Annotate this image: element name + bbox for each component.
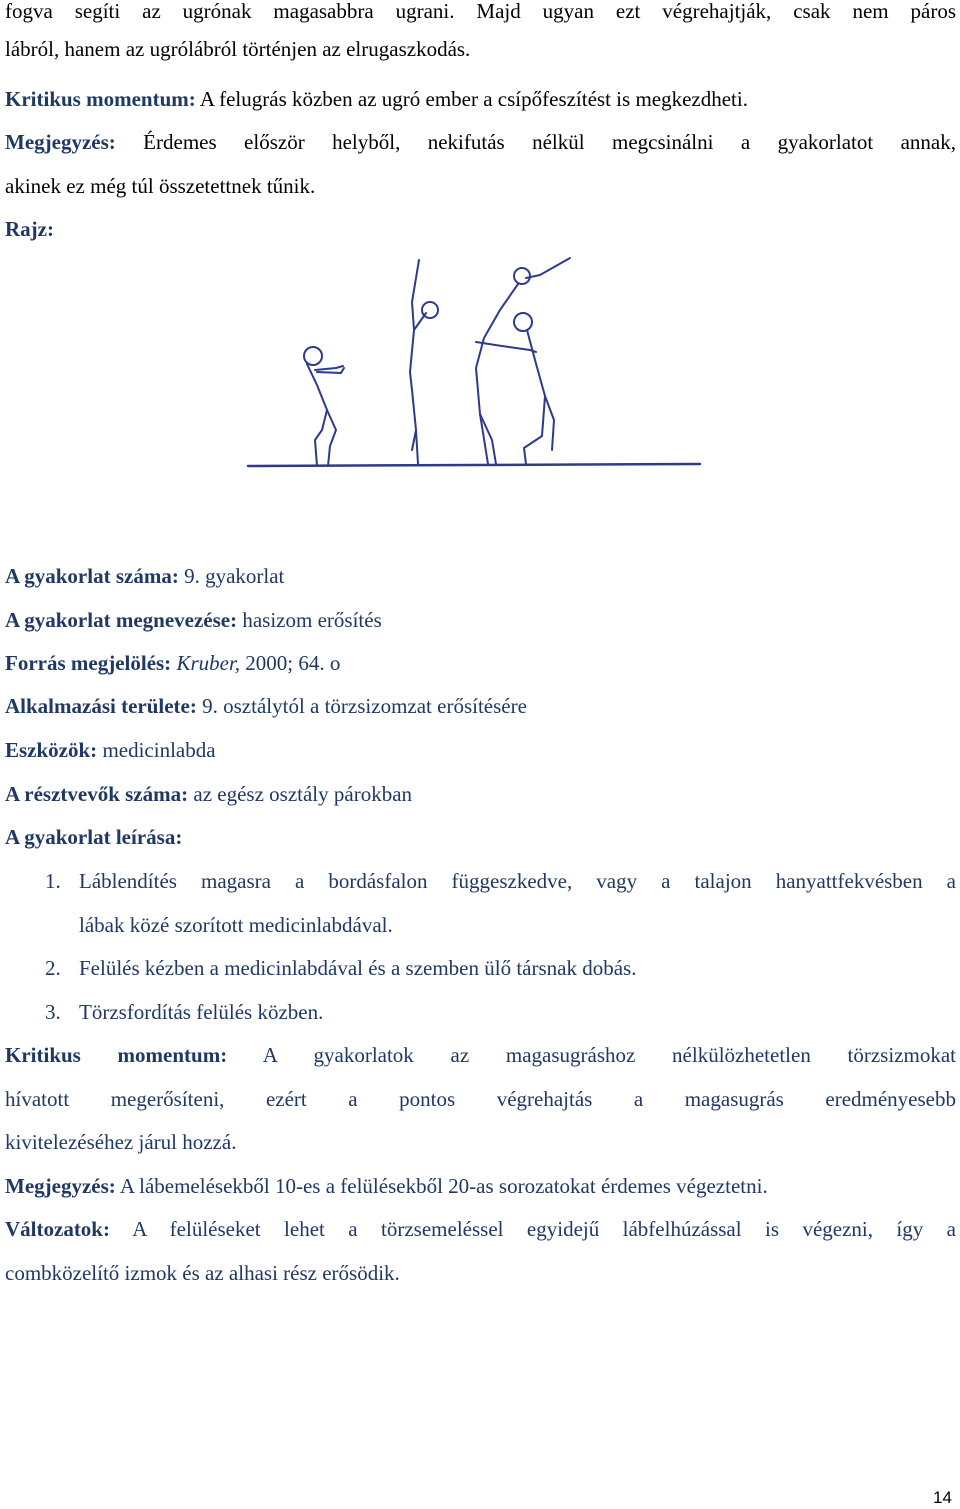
paragraph-line: combközelítő izmok és az alhasi rész erősödik. xyxy=(5,1261,400,1285)
tools-label: Eszközök: xyxy=(5,738,98,762)
description-label: A gyakorlat leírása: xyxy=(5,825,183,849)
critical-moment-text: A gyakorlatok az magasugráshoz nélkülözhetetlen törzsizmokat xyxy=(262,1043,957,1067)
critical-moment-label: Kritikus momentum: xyxy=(5,87,196,111)
step-text: Láblendítés magasra a bordásfalon függeszkedve, vagy a talajon hanyattfekvésben a xyxy=(79,869,956,893)
critical-moment-row xyxy=(5,86,956,112)
paragraph-line: akinek ez még túl összetettnek tűnik. xyxy=(5,174,316,198)
drawing-label-row xyxy=(5,216,956,242)
exercise-number-row xyxy=(5,563,956,589)
note-text: Érdemes először helyből, nekifutás nélkül megcsinálni a gyakorlatot annak, xyxy=(143,130,957,154)
source-row xyxy=(5,650,956,676)
note-row xyxy=(5,1173,956,1199)
step-text: lábak közé szorított medicinlabdával. xyxy=(79,913,393,937)
participants-value: az egész osztály párokban xyxy=(193,782,413,806)
source-rest: 2000; 64. o xyxy=(245,651,341,675)
note-row xyxy=(5,129,956,155)
step-number: 1. xyxy=(45,869,61,893)
variants-text: A felüléseket lehet a törzsemeléssel egyidejű lábfelhúzással is végezni, így a xyxy=(132,1217,956,1241)
critical-moment-text: A felugrás közben az ugró ember a csípőfeszítést is megkezdheti. xyxy=(199,87,748,111)
tools-row xyxy=(5,737,956,763)
note-label: Megjegyzés: xyxy=(5,130,116,154)
step-text: Törzsfordítás felülés közben. xyxy=(79,1000,324,1024)
note-label: Megjegyzés: xyxy=(5,1174,116,1198)
step-number: 3. xyxy=(45,1000,61,1024)
exercise-name-value: hasizom erősítés xyxy=(242,608,382,632)
application-area-row xyxy=(5,693,956,719)
application-area-label: Alkalmazási területe: xyxy=(5,694,197,718)
paragraph-line: hívatott megerősíteni, ezért a pontos végrehajtás a magasugrás eredményesebb xyxy=(5,1087,956,1111)
tools-value: medicinlabda xyxy=(102,738,216,762)
participants-label: A résztvevők száma: xyxy=(5,782,189,806)
variants-row xyxy=(5,1216,956,1242)
exercise-name-row xyxy=(5,607,956,633)
paragraph-line: kivitelezéséhez járul hozzá. xyxy=(5,1130,237,1154)
exercise-number-label: A gyakorlat száma: xyxy=(5,564,179,588)
source-label: Forrás megjelölés: xyxy=(5,651,172,675)
participants-row xyxy=(5,781,956,807)
page-number: 14 xyxy=(933,1488,952,1507)
application-area-value: 9. osztálytól a törzsizomzat erősítésére xyxy=(202,694,527,718)
paragraph-line: fogva segíti az ugrónak magasabbra ugrani. Majd ugyan ezt végrehajtják, csak nem páros xyxy=(5,0,956,23)
exercise-name-label: A gyakorlat megnevezése: xyxy=(5,608,238,632)
critical-moment-label: Kritikus momentum: xyxy=(5,1043,228,1067)
exercise-number-value: 9. gyakorlat xyxy=(184,564,285,588)
paragraph-line: lábról, hanem az ugrólábról történjen az elrugaszkodás. xyxy=(5,37,471,61)
note-text: A lábemelésekből 10-es a felülésekből 20-as sorozatokat érdemes végeztetni. xyxy=(119,1174,768,1198)
drawing-label: Rajz: xyxy=(5,217,54,241)
critical-moment-row xyxy=(5,1042,956,1068)
description-row xyxy=(5,824,956,850)
stick-figures-jump-sketch-icon xyxy=(240,250,710,500)
source-author: Kruber, xyxy=(176,651,241,675)
variants-label: Változatok: xyxy=(5,1217,110,1241)
step-number: 2. xyxy=(45,956,61,980)
step-text: Felülés kézben a medicinlabdával és a szemben ülő társnak dobás. xyxy=(79,956,637,980)
